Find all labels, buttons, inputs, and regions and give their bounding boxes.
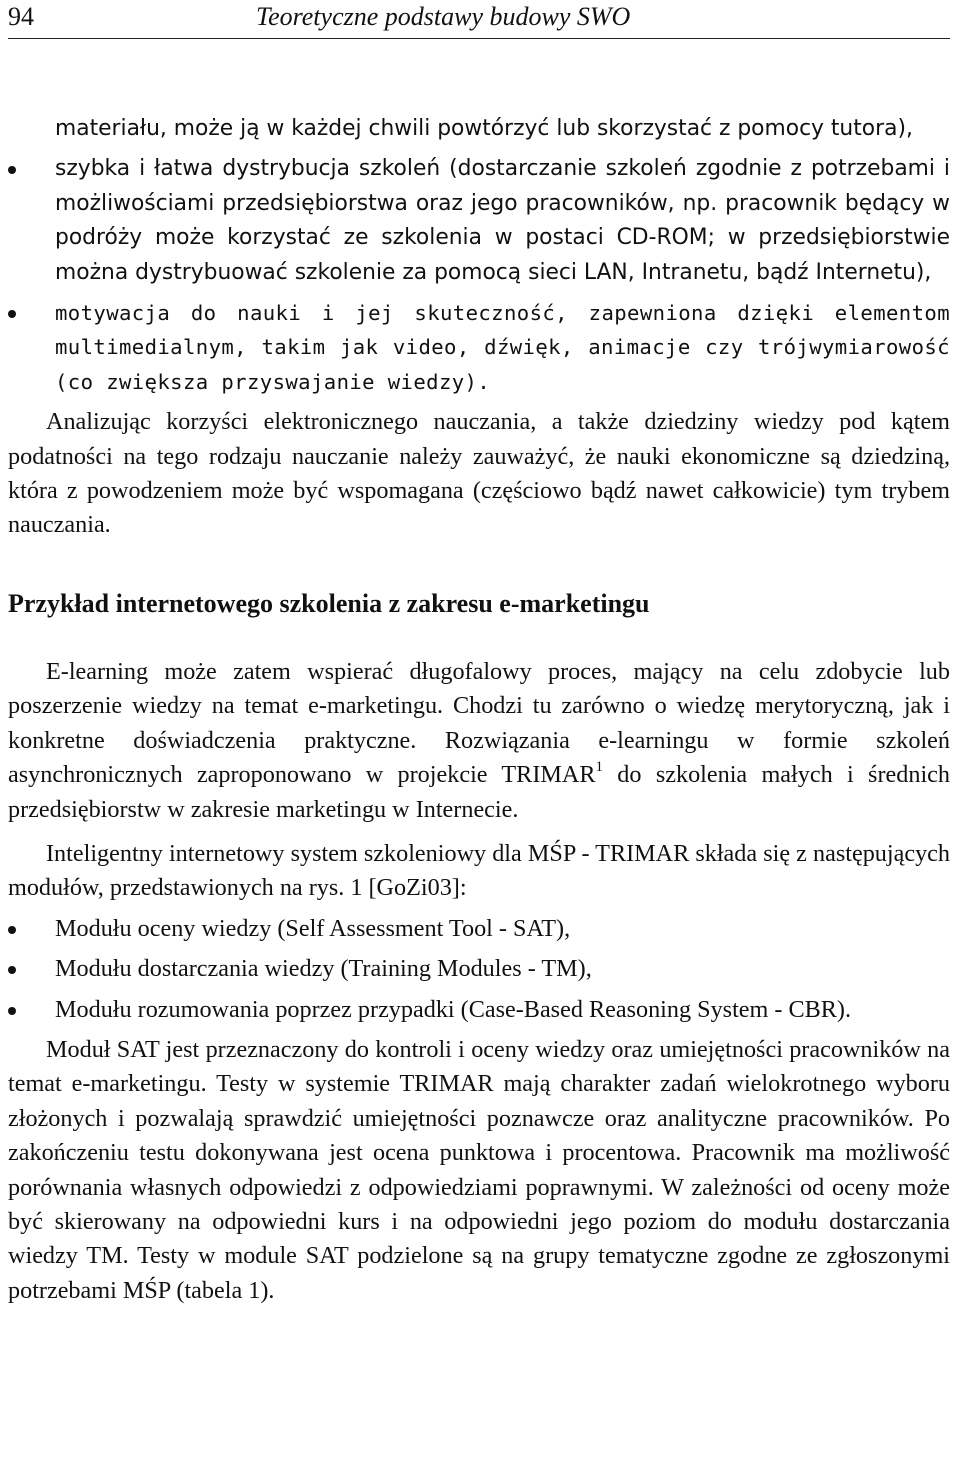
list-item-continued: materiału, może ją w każdej chwili powtórzyć lub skorzystać z pomocy tutora), [55,116,913,141]
paragraph-trimar-system: Inteligentny internetowy system szkoleniowy dla MŚP - TRIMAR składa się z następujących modułów, przedstawionych na rys. 1 [GoZi03]: [8,839,950,902]
module-item-tm: Modułu dostarczania wiedzy (Training Modules - TM), [8,952,950,986]
paragraph-elearning-text-end: do szkolenia małych i średnich przedsiębiorstw w zakresie marketingu w Internecie. [8,761,950,823]
paragraph-elearning-text: E-learning może zatem wspierać długofalowy proces, mający na celu zdobycie lub poszerzenie wiedzy na temat e-marketingu. Chodzi tu zarówno o wiedzę merytoryczną, jak i konkretne doświadczenia praktyczne. Rozwiązania e-learningu w formie szkoleń asynchronicznych zaproponowano w projekcie TRIMAR [8,657,950,789]
paragraph-sat-module: Moduł SAT jest przeznaczony do kontroli i oceny wiedzy oraz umiejętności pracowników na temat e-marketingu. Testy w systemie TRIMAR mają charakter zadań wielokrotnego wyboru złożonych i pozwalają sprawdzić umiejętności poznawcze oraz analityczne pracowników. Po zakończeniu testu dokonywana jest ocena punktowa i procentowa. Pracownik ma możliwość porównania własnych odpowiedzi z odpowiedziami poprawnymi. W zależności od oceny może być skierowany na odpowiedni kurs i na odpowiedni jego poziom do modułu dostarczania wiedzy TM. Testy w module SAT podzielone są na grupy tematyczne zgodne ze zgłoszonymi potrzebami MŚP (tabela 1). [8,1035,950,1304]
bullet-list-benefits [8,152,950,290]
paragraph-analysis: Analizując korzyści elektronicznego nauczania, a także dziedziny wiedzy pod kątem podatności na tego rodzaju nauczanie należy zauważyć, że nauki ekonomiczne są dziedziną, która z powodzeniem może być wspomagana (częściowo bądź nawet całkowicie) tym trybem nauczania. [8,408,950,539]
bullet-list-motivation [8,296,950,399]
list-item-distribution: szybka i łatwa dystrybucja szkoleń (dostarczanie szkoleń zgodnie z potrzebami i możliwościami przedsiębiorstwa oraz jego pracowników, np. pracownik będący w podróży może korzystać ze szkolenia w postaci CD-ROM; w przedsiębiorstwie można dystrybuować szkolenie za pomocą sieci LAN, Intranetu, bądź Internetu), [8,152,950,290]
list-item-motivation: motywacja do nauki i jej skuteczność, zapewniona dzięki elementom multimedialnym, takim jak video, dźwięk, animacje czy trójwymiarowość (co zwiększa przyswajanie wiedzy). [8,296,950,399]
running-title: Teoretyczne podstawy budowy SWO [256,2,631,31]
page-number: 94 [8,2,34,31]
section-heading: Przykład internetowego szkolenia z zakresu e-marketingu [8,588,650,618]
module-item-cbr: Modułu rozumowania poprzez przypadki (Case-Based Reasoning System - CBR). [8,993,950,1027]
benefits-list [8,112,950,296]
module-item-sat: Modułu oceny wiedzy (Self Assessment Tool - SAT), [8,912,950,946]
modules-list [8,912,950,1027]
paragraph-elearning [8,655,950,827]
running-header [8,0,950,39]
page-body [8,112,950,1308]
footnote-marker[interactable]: 1 [595,759,603,776]
